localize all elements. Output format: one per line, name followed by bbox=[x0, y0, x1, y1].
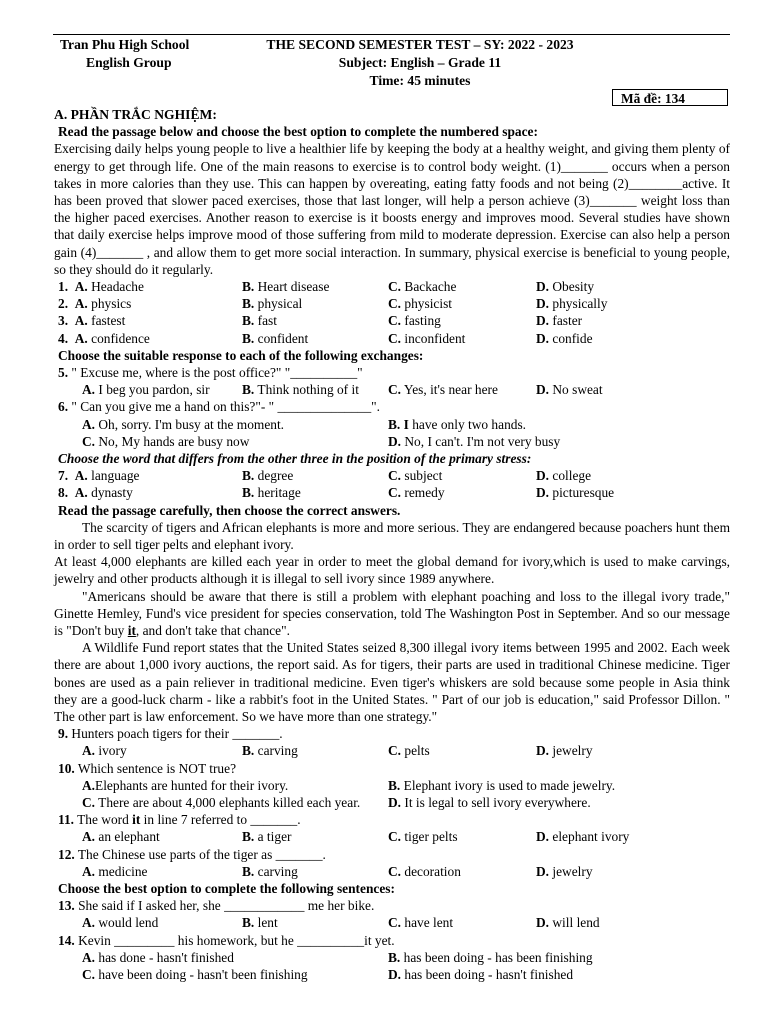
part3-instruction: Choose the word that differs from the other three in the position of the primary stress: bbox=[58, 450, 532, 466]
exam-code-box: Mã đề: 134 bbox=[612, 89, 728, 106]
question-7: 7. A. language B. degree C. subject D. college bbox=[58, 468, 592, 484]
question-5-options: A. I beg you pardon, sir B. Think nothing of it C. Yes, it's near here D. No sweat bbox=[82, 382, 603, 398]
question-14-options-cd: C. have been doing - hasn't been finishing D. has been doing - hasn't finished bbox=[82, 966, 574, 982]
question-6-options-ab: A. Oh, sorry. I'm busy at the moment. B. I have only two hands. bbox=[82, 416, 527, 432]
question-5-stem: 5. " Excuse me, where is the post office?" "__________" bbox=[58, 364, 363, 380]
question-11-stem: 11. The word it in line 7 referred to _______. bbox=[58, 812, 301, 828]
school-name: Tran Phu High School bbox=[60, 37, 190, 52]
question-1: 1. A. Headache B. Heart disease C. Backache D. Obesity bbox=[58, 279, 595, 295]
question-14-stem: 14. Kevin _________ his homework, but he __________it yet. bbox=[58, 932, 395, 948]
question-14-options-ab: A. has done - hasn't finished B. has been doing - has been finishing bbox=[82, 949, 593, 965]
exam-body bbox=[54, 106, 730, 983]
group-name: English Group bbox=[86, 55, 172, 70]
part1-instruction: Read the passage below and choose the best option to complete the numbered space: bbox=[58, 124, 538, 140]
question-10-options-cd: C. There are about 4,000 elephants killed each year. D. It is legal to sell ivory everywhere. bbox=[82, 794, 591, 810]
question-12-stem: 12. The Chinese use parts of the tiger as _______. bbox=[58, 846, 326, 862]
school-header bbox=[60, 36, 189, 72]
question-9-stem: 9. Hunters poach tigers for their _______. bbox=[58, 726, 283, 742]
part4-paragraph-1: The scarcity of tigers and African elephants is more and more serious. They are endangered because poachers hunt them in order to sell tiger pelts and elephant ivory. bbox=[54, 519, 730, 552]
question-9-options: A. ivory B. carving C. pelts D. jewelry bbox=[82, 743, 593, 759]
part2-instruction: Choose the suitable response to each of the following exchanges: bbox=[58, 347, 424, 363]
top-rule bbox=[53, 34, 730, 35]
part4-paragraph-2: At least 4,000 elephants are killed each year in order to meet the global demand for ivory,which is used to make carvings, jewelry and other products although it is illegal to sell ivory since 1989 anywhere. bbox=[54, 554, 730, 587]
question-8: 8. A. dynasty B. heritage C. remedy D. picturesque bbox=[58, 485, 615, 501]
question-10-options-ab: A.Elephants are hunted for their ivory. B. Elephant ivory is used to made jewelry. bbox=[82, 777, 616, 793]
test-subject: Subject: English – Grade 11 bbox=[338, 55, 502, 70]
question-6-options-cd: C. No, My hands are busy now D. No, I can't. I'm not very busy bbox=[82, 433, 561, 449]
question-11-options: A. an elephant B. a tiger C. tiger pelts D. elephant ivory bbox=[82, 829, 630, 845]
part5-instruction: Choose the best option to complete the following sentences: bbox=[58, 880, 395, 896]
test-title: THE SECOND SEMESTER TEST – SY: 2022 - 2023 bbox=[266, 37, 574, 52]
question-12-options: A. medicine B. carving C. decoration D. jewelry bbox=[82, 863, 593, 879]
question-10-stem: 10. Which sentence is NOT true? bbox=[58, 760, 237, 776]
question-13-options: A. would lend B. lent C. have lent D. will lend bbox=[82, 915, 600, 931]
test-header bbox=[240, 36, 600, 90]
question-2: 2. A. physics B. physical C. physicist D. physically bbox=[58, 296, 608, 312]
question-13-stem: 13. She said if I asked her, she ____________ me her bike. bbox=[58, 898, 375, 914]
part4-paragraph-3: "Americans should be aware that there is still a problem with elephant poaching and loss to the illegal ivory trade," Ginette Hemley, Fund's vice president for species conservation, told The Washington Post in September. And so our message is "Don't buy it, and don't take that chance". bbox=[54, 588, 730, 638]
part1-passage: Exercising daily helps young people to live a healthier life by keeping the body at a healthy weight, and giving them plenty of energy to get through life. One of the main reasons to exercise is to control body weight. (1)_______ occurs when a person takes in more calories than they use. This can happen by overeating, eating fatty foods and not being (2)________active. It has been proved that slower paced exercises, those that last longer, will help a person achieve (3)_______ weight loss than the higher paced exercises. Another reason to exercise is it boosts energy and improves mood. Several studies have shown that daily exercise helps improve mood of those suffering from mild to moderate depression. Exercise can also help a person gain (4)_______ , and allow them to get more social interaction. In summary, physical exercise is beneficial to young people, so they should do it regularly. bbox=[54, 141, 730, 277]
test-time: Time: 45 minutes bbox=[369, 73, 471, 88]
section-a-heading: A. PHẦN TRẮC NGHIỆM: bbox=[54, 107, 217, 122]
part4-paragraph-4: A Wildlife Fund report states that the United States seized 8,300 illegal ivory items between 1995 and 2002. Each week there are about 1,000 ivory auctions, the report said. As for tigers, their parts are used in traditional Chinese medicine. Tiger bones are used as a pain reliever in traditional medicine. Even tiger's whiskers are sold because some people in Asia think they are a good-luck charm - like a rabbit's foot in the United States. " Part of our job is education," said Professor Dillon. " The other part is law enforcement. So we have more than one strategy." bbox=[54, 640, 730, 724]
question-6-stem: 6. " Can you give me a hand on this?"- " ______________". bbox=[58, 399, 381, 415]
question-4: 4. A. confidence B. confident C. inconfident D. confide bbox=[58, 330, 593, 346]
question-3: 3. A. fastest B. fast C. fasting D. faster bbox=[58, 313, 583, 329]
part4-instruction: Read the passage carefully, then choose the correct answers. bbox=[58, 502, 401, 518]
